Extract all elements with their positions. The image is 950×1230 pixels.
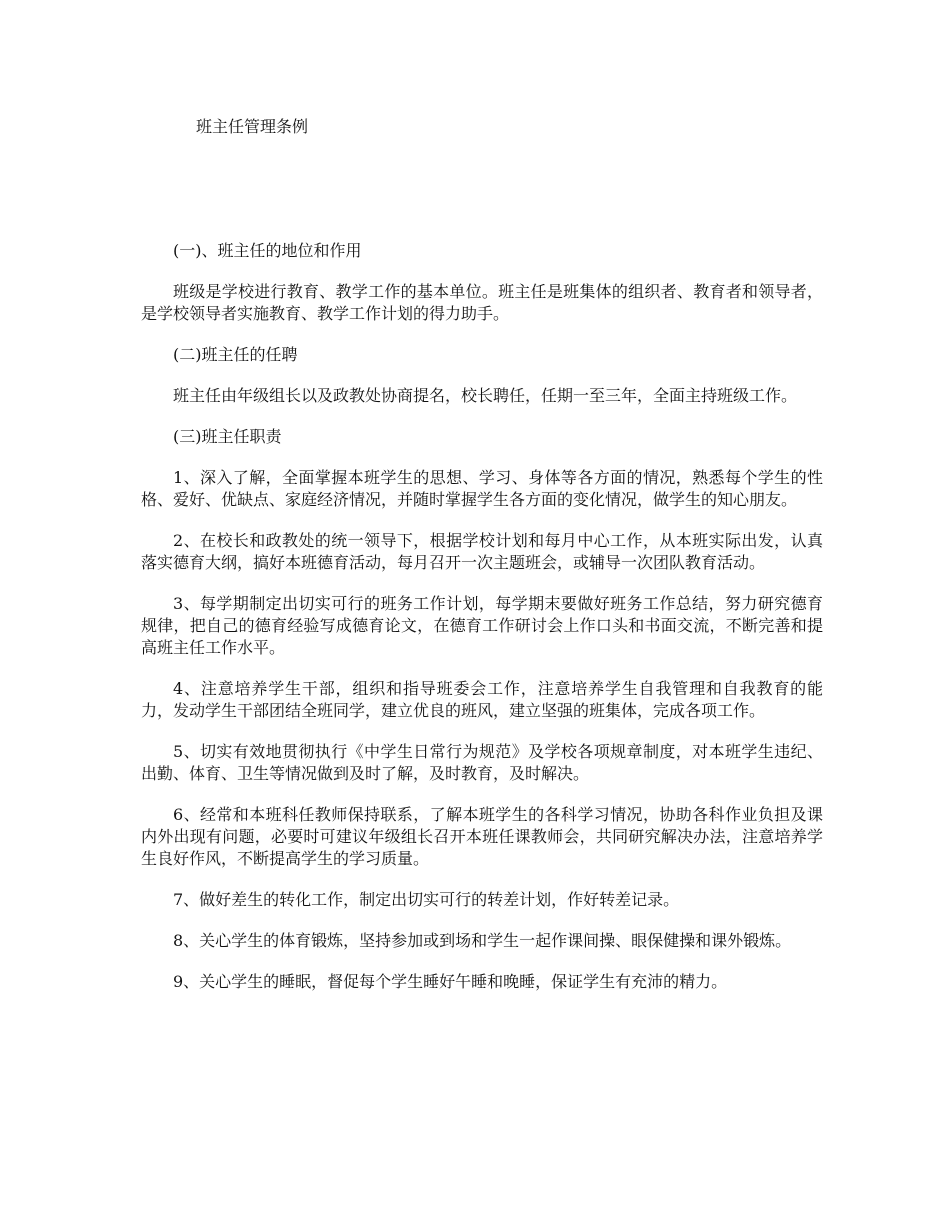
duty-item-4: 4、注意培养学生干部，组织和指导班委会工作，注意培养学生自我管理和自我教育的能力，发动学生干部团结全班同学，建立优良的班风，建立坚强的班集体，完成各项工作。 xyxy=(141,679,823,720)
section-heading-duties: (三)班主任职责 xyxy=(173,427,282,446)
paragraph-role-description: 班级是学校进行教育、教学工作的基本单位。班主任是班集体的组织者、教育者和领导者，是学校领导者实施教育、教学工作计划的得力助手。 xyxy=(141,282,823,323)
document-body xyxy=(141,240,823,1012)
section-heading-role: (一)、班主任的地位和作用 xyxy=(173,241,362,260)
section-heading-appointment: (二)班主任的任聘 xyxy=(173,345,298,364)
paragraph-appointment: 班主任由年级组长以及政教处协商提名，校长聘任，任期一至三年，全面主持班级工作。 xyxy=(173,386,798,405)
duty-item-7: 7、做好差生的转化工作，制定出切实可行的转差计划，作好转差记录。 xyxy=(173,890,680,909)
duty-item-6: 6、经常和本班科任教师保持联系，了解本班学生的各科学习情况，协助各科作业负担及课内外出现有问题，必要时可建议年级组长召开本班任课教师会，共同研究解决办法，注意培养学生良好作风，不断提高学生的学习质量。 xyxy=(141,805,823,868)
duty-item-9: 9、关心学生的睡眠，督促每个学生睡好午睡和晚睡，保证学生有充沛的精力。 xyxy=(173,972,728,991)
duty-item-1: 1、深入了解，全面掌握本班学生的思想、学习、身体等各方面的情况，熟悉每个学生的性格、爱好、优缺点、家庭经济情况，并随时掌握学生各方面的变化情况，做学生的知心朋友。 xyxy=(141,468,823,509)
duty-item-2: 2、在校长和政教处的统一领导下，根据学校计划和每月中心工作，从本班实际出发，认真落实德育大纲，搞好本班德育活动，每月召开一次主题班会，或辅导一次团队教育活动。 xyxy=(141,531,823,572)
duty-item-3: 3、每学期制定出切实可行的班务工作计划，每学期末要做好班务工作总结，努力研究德育规律，把自己的德育经验写成德育论文，在德育工作研讨会上作口头和书面交流，不断完善和提高班主任工作水平。 xyxy=(141,594,823,657)
document-title: 班主任管理条例 xyxy=(196,117,309,136)
duty-item-8: 8、关心学生的体育锻炼，坚持参加或到场和学生一起作课间操、眼保健操和课外锻炼。 xyxy=(173,931,792,950)
duty-item-5: 5、切实有效地贯彻执行《中学生日常行为规范》及学校各项规章制度，对本班学生违纪、出勤、体育、卫生等情况做到及时了解，及时教育，及时解决。 xyxy=(141,742,823,783)
